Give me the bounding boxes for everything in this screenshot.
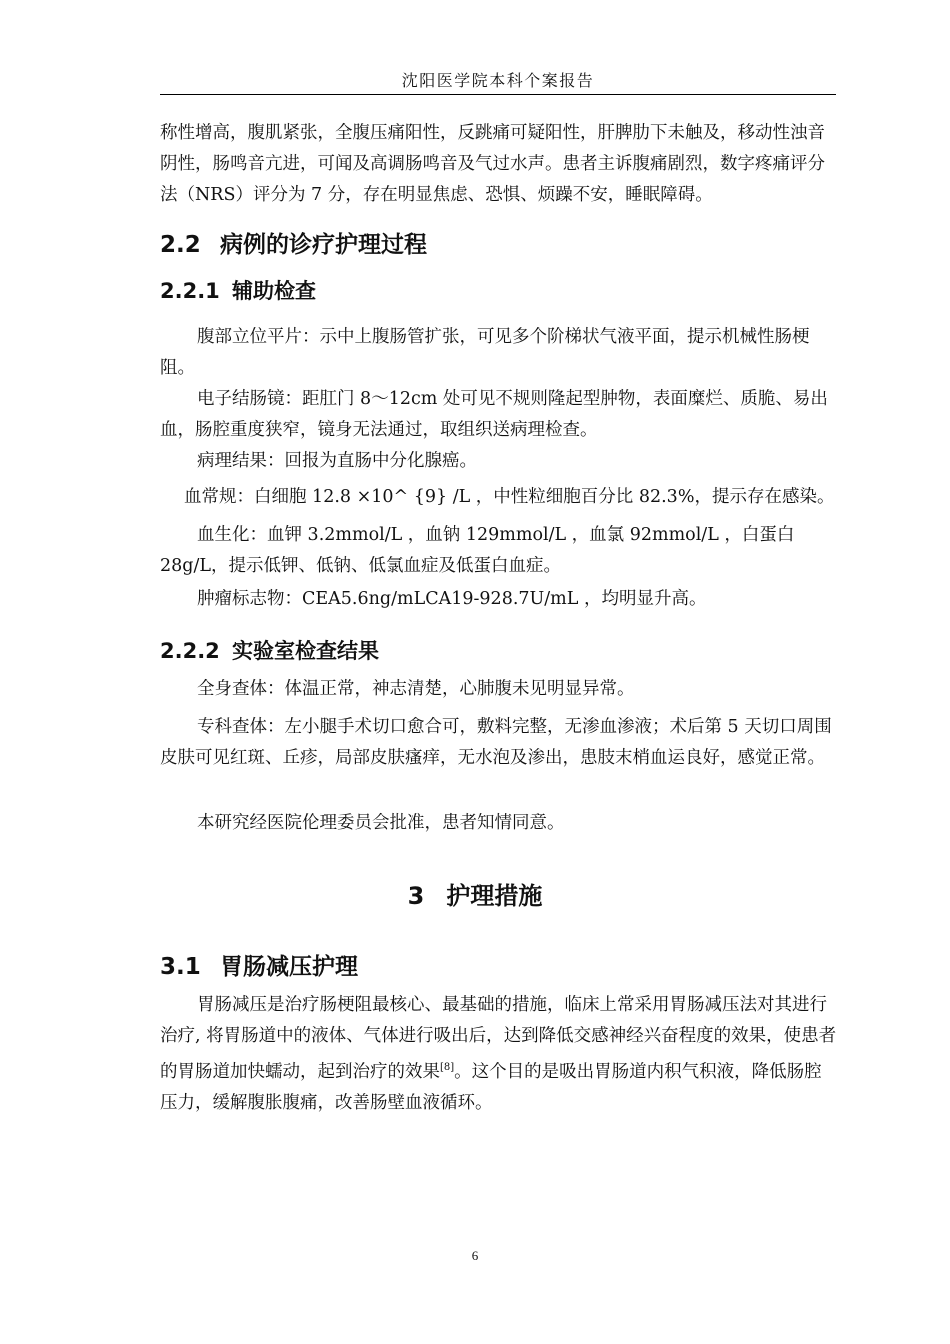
heading-number: 3 [407,882,425,910]
running-header: 沈阳医学院本科个案报告 [401,71,595,90]
paragraph-pathology: 病理结果：回报为直肠中分化腺癌。 [197,451,477,471]
heading-number: 2.2.1 [160,279,220,303]
paragraph-tumor-markers: 肿瘤标志物：CEA5.6ng/mLCA19-928.7U/mL ，均明显升高。 [197,589,707,609]
paragraph-exam-continued: 称性增高，腹肌紧张，全腹压痛阳性，反跳痛可疑阳性，肝脾肋下未触及，移动性浊音阴性，肠鸣音亢进，可闻及高调肠鸣音及气过水声。患者主诉腹痛剧烈，数字疼痛评分法（NRS）评分为 7 分，存在明显焦虑、恐惧、烦躁不安，睡眠障碍。 [160,123,825,205]
heading-number: 2.2.2 [160,639,220,663]
paragraph-xray: 腹部立位平片：示中上腹肠管扩张，可见多个阶梯状气液平面，提示机械性肠梗阻。 [160,327,810,378]
header-rule [160,94,836,95]
heading-3 [0,876,950,911]
heading-number: 2.2 [160,232,201,258]
heading-title: 病例的诊疗护理过程 [220,232,427,258]
citation-reference: [8] [440,1062,455,1073]
paragraph-colonoscopy: 电子结肠镜：距肛门 8～12cm 处可见不规则隆起型肿物，表面糜烂、质脆、易出血，肠腔重度狭窄，镜身无法通过，取组织送病理检查。 [160,389,828,440]
page-number: 6 [471,1248,479,1263]
heading-2-2-2 [160,635,379,665]
heading-3-1 [160,948,358,981]
heading-2-2-1 [160,275,316,305]
paragraph-ethics: 本研究经医院伦理委员会批准，患者知情同意。 [197,813,565,833]
heading-title: 胃肠减压护理 [220,954,358,980]
heading-2-2 [160,226,427,259]
heading-title: 护理措施 [446,882,543,910]
paragraph-decompression [160,990,838,1119]
heading-title: 辅助检查 [232,279,316,303]
paragraph-biochemistry: 血生化：血钾 3.2mmol/L ，血钠 129mmol/L ，血氯 92mmol/L ，白蛋白 28g/L，提示低钾、低钠、低氯血症及低蛋白血症。 [160,525,795,576]
heading-number: 3.1 [160,954,201,980]
paragraph-special-exam: 专科查体：左小腿手术切口愈合可，敷料完整，无渗血渗液；术后第 5 天切口周围皮肤可见红斑、丘疹，局部皮肤瘙痒，无水泡及渗出，患肢末梢血运良好，感觉正常。 [160,717,832,768]
paragraph-text: 胃肠减压是治疗肠梗阻最核心、最基础的措施，临床上常采用胃肠减压法对其进行治疗, 将胃肠道中的液体、气体进行吸出后，达到降低交感神经兴奋程度的效果，使患者的胃肠道加快蠕动，起到治疗的效果 [160,995,837,1082]
paragraph-general-exam: 全身查体：体温正常，神志清楚，心肺腹未见明显异常。 [197,679,635,699]
paragraph-text: 。这个目的是吸出胃肠道内积气积液，降低肠腔压力，缓解腹胀腹痛，改善肠壁血液循环。 [160,1061,822,1113]
heading-title: 实验室检查结果 [232,639,379,663]
paragraph-blood-routine: 血常规：白细胞 12.8 ×10^ {9} /L ，中性粒细胞百分比 82.3%，提示存在感染。 [184,487,835,507]
